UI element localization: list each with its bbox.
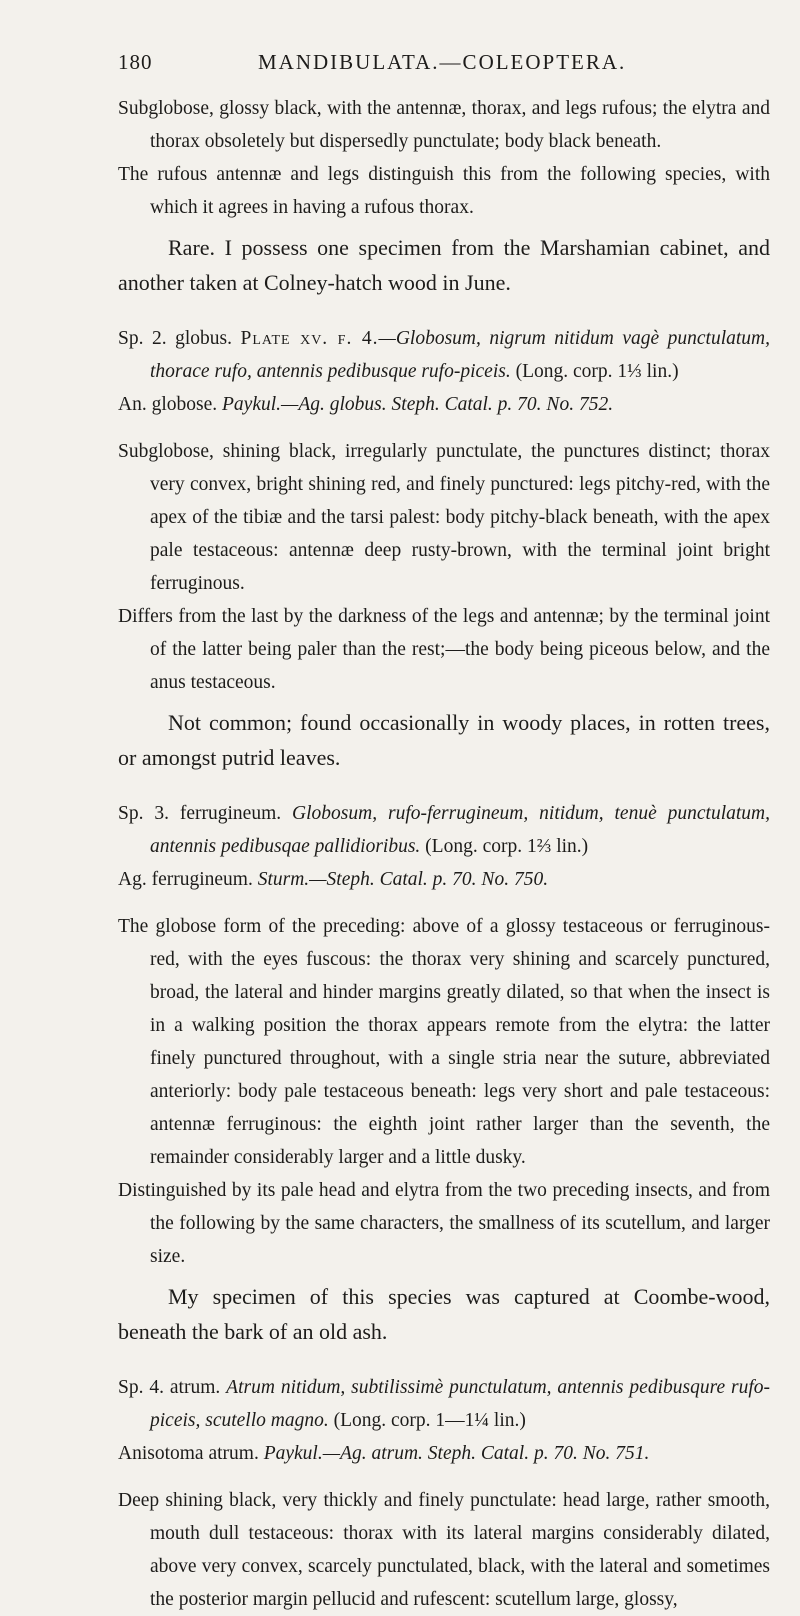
synonym-line [0,863,800,896]
description-paragraph: Subglobose, shining black, irregularly punctulate, the punctures distinct; thorax very convex, bright shining red, and finely punctured: legs pitchy-red, with the apex of the tibiæ and the tarsi palest: body pitchy-black beneath, with the apex pale testaceous: antennæ deep rusty-brown, with the terminal joint bright ferruginous. [118,441,770,594]
remark-paragraph: Differs from the last by the darkness of the legs and antennæ; by the terminal joint of the latter being paler than the rest;—the body being piceous below, and the anus testaceous. [118,606,770,693]
species-diagnosis: Globosum, rufo-ferrugineum, nitidum, tenuè punctulatum, antennis pedibusqae pallidioribus. [150,803,770,857]
species-number: Sp. 4. atrum. [118,1377,221,1398]
description-paragraph: The globose form of the preceding: above of a glossy testaceous or ferruginous-red, with the eyes fuscous: the thorax very shining and scarcely punctured, broad, the lateral and hinder margins greatly dilated, so that when the insect is in a walking position the thorax appears remote from the elytra: the latter finely punctured throughout, with a single stria near the suture, abbreviated anteriorly: body pale testaceous beneath: legs very short and pale testaceous: antennæ ferruginous: the eighth joint rather larger than the seventh, the remainder considerably larger and a little dusky. [118,916,770,1168]
synonym-name: Ag. ferrugineum. [118,869,253,890]
remark-paragraph: Distinguished by its pale head and elytra from the two preceding insects, and from the following by the same characters, the smallness of its scutellum, and larger size. [118,1180,770,1267]
synonym-line [0,1437,800,1470]
page-body [0,92,800,1616]
page-number: 180 [118,50,153,74]
species-measure: (Long. corp. 1⅔ lin.) [425,836,589,857]
description-paragraph: Subglobose, glossy black, with the antennæ, thorax, and legs rufous; the elytra and thorax obsoletely but dispersedly punctulate; body black beneath. [118,98,770,152]
species-measure: (Long. corp. 1⅓ lin.) [515,361,679,382]
plate-reference: Plate xv. f. 4. [240,328,379,349]
synonym-name: An. globose. [118,394,218,415]
species-number: Sp. 3. ferrugineum. [118,803,282,824]
synonym-name: Anisotoma atrum. [118,1443,259,1464]
remark-paragraph: The rufous antennæ and legs distinguish this from the following species, with which it agrees in having a rufous thorax. [118,164,770,218]
synonym-line [0,388,800,421]
synonym-reference: Sturm.—Steph. Catal. p. 70. No. 750. [257,869,549,890]
species-heading [0,322,800,388]
species-diagnosis: Atrum nitidum, subtilissimè punctulatum, antennis pedibusqure rufo-piceis, scutello magno. [150,1377,770,1431]
description-paragraph: Deep shining black, very thickly and finely punctulate: head large, rather smooth, mouth dull testaceous: thorax with its lateral margins considerably dilated, above very convex, scarcely punctulated, black, with the lateral and sometimes the posterior margin pellucid and rufescent: scutellum large, glossy, [118,1490,770,1610]
species-diagnosis: —Globosum, nigrum nitidum vagè punctulatum, thorace rufo, antennis pedibusque rufo-piceis. [150,328,770,382]
running-title: MANDIBULATA.—COLEOPTERA. [258,50,627,74]
species-heading [0,797,800,863]
species-number: Sp. 2. globus. [118,328,232,349]
synonym-reference: Paykul.—Ag. globus. Steph. Catal. p. 70. No. 752. [222,394,614,415]
habitat-paragraph: My specimen of this species was captured at Coombe-wood, beneath the bark of an old ash. [118,1284,770,1344]
species-measure: (Long. corp. 1—1¼ lin.) [333,1410,526,1431]
synonym-reference: Paykul.—Ag. atrum. Steph. Catal. p. 70. No. 751. [263,1443,650,1464]
habitat-paragraph: Rare. I possess one specimen from the Marshamian cabinet, and another taken at Colney-hatch wood in June. [118,235,770,295]
species-heading [0,1371,800,1437]
habitat-paragraph: Not common; found occasionally in woody places, in rotten trees, or amongst putrid leaves. [118,710,770,770]
